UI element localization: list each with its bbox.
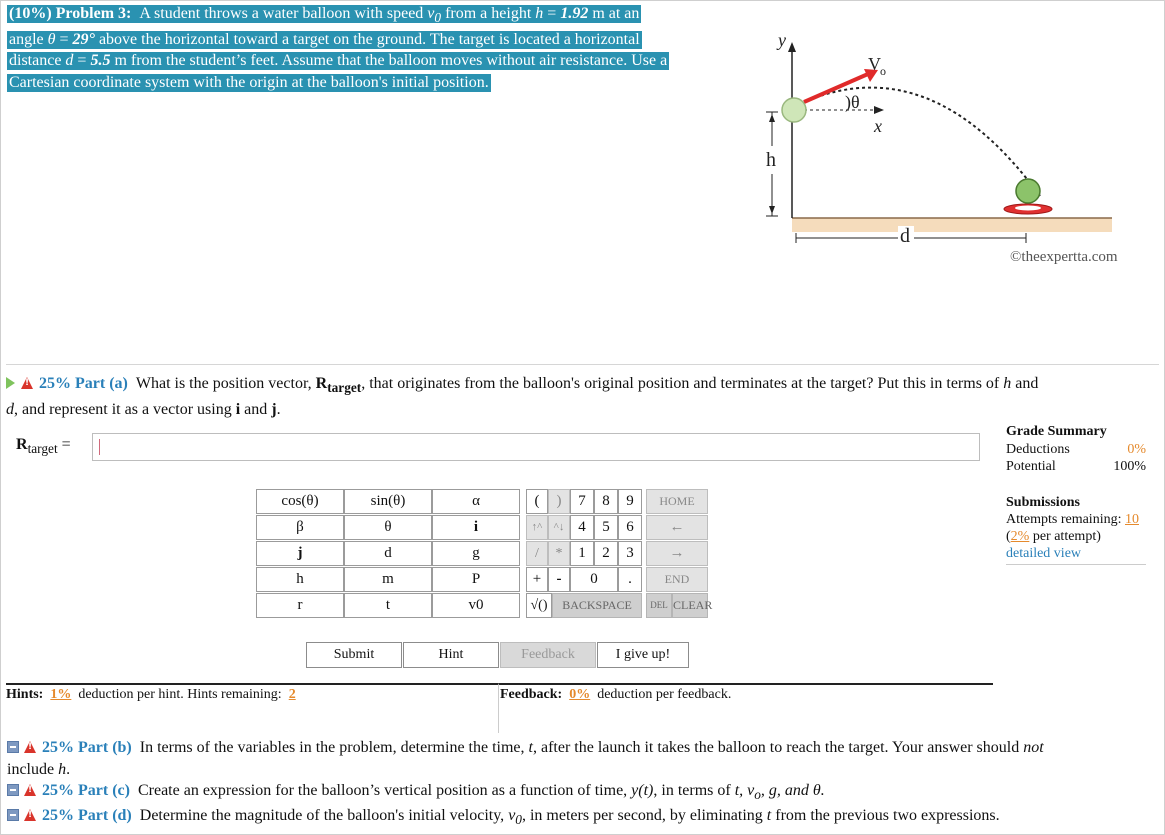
part-a-text-3: and (1015, 375, 1039, 392)
feedback-panel (499, 683, 993, 733)
hints-text: deduction per hint. Hints remaining: (78, 687, 282, 702)
key-6[interactable]: 6 (618, 515, 642, 540)
feedback-percent: 0% (569, 687, 591, 702)
key-t[interactable]: t (344, 593, 432, 618)
projectile-diagram (752, 28, 1157, 273)
key-v0[interactable]: v0 (432, 593, 520, 618)
v0-sub: 0 (515, 812, 522, 828)
key-superscript-up[interactable]: ↑^ (526, 515, 548, 540)
expand-arrow-icon[interactable] (6, 377, 15, 389)
key-sqrt[interactable]: √() (526, 593, 552, 618)
trajectory (804, 88, 1040, 196)
submissions (1006, 494, 1146, 565)
part-a-label[interactable]: Part (a) (75, 375, 128, 392)
key-alpha[interactable]: α (432, 489, 520, 514)
part-d-label[interactable]: Part (d) (78, 807, 132, 824)
hints-panel (6, 683, 499, 733)
warning-icon (24, 784, 36, 796)
part-a-text-1: What is the position vector, (135, 375, 312, 392)
j-var: j (271, 401, 277, 419)
part-d[interactable] (7, 805, 1157, 831)
t-var: t (766, 807, 772, 824)
answer-r-sub: target (27, 441, 58, 457)
balloon-initial (782, 98, 806, 122)
h-equals: = (543, 5, 561, 22)
yt-var: y(t) (631, 782, 654, 799)
vars: t, v (734, 782, 755, 799)
part-b-text-2: , after the launch it takes the balloon to reach the target. Your answer should (532, 739, 1020, 756)
theta-symbol: θ (47, 30, 56, 48)
paren-open: ( (1006, 529, 1011, 544)
key-g[interactable]: g (432, 541, 520, 566)
r-symbol: R (315, 375, 328, 392)
theta-equals: = (55, 30, 73, 48)
r-subscript: target (327, 380, 362, 396)
part-a-text-2: , that originates from the balloon's original position and terminates at the target? Put this in terms of (361, 375, 1000, 392)
part-a-question (6, 373, 1156, 421)
key-8[interactable]: 8 (594, 489, 618, 514)
attempts-value: 10 (1124, 512, 1139, 527)
problem-line-1 (7, 5, 641, 26)
h-var: h (58, 761, 67, 778)
h-var: h (1003, 375, 1012, 392)
problem-text-8: Cartesian coordinate system with the origin at the balloon's initial position. (9, 73, 489, 91)
d-value: 5.5 (90, 52, 111, 70)
problem-text-5: above the horizontal toward a target on the ground. The target is located a horizontal (98, 30, 640, 48)
key-9[interactable]: 9 (618, 489, 642, 514)
warning-icon (21, 377, 33, 389)
part-c-label[interactable]: Part (c) (78, 782, 130, 799)
problem-text-2: from a height (445, 5, 532, 22)
d-var: d (6, 401, 14, 419)
ground (792, 218, 1112, 232)
part-d-percent: 25% (42, 807, 74, 824)
part-c-text-1: Create an expression for the balloon’s vertical position as a function of time, (137, 782, 628, 799)
key-backspace[interactable]: BACKSPACE (552, 593, 642, 618)
feedback-label: Feedback: (500, 687, 563, 702)
answer-row (16, 433, 976, 463)
problem-text-3: m at an (592, 5, 640, 22)
key-home[interactable]: HOME (646, 489, 708, 514)
feedback-text: deduction per feedback. (597, 687, 732, 702)
collapse-icon[interactable] (7, 809, 19, 821)
key-0[interactable]: 0 (570, 567, 618, 592)
key-sin[interactable]: sin(θ) (344, 489, 432, 514)
v0-label-sub: o (880, 64, 886, 78)
h-symbol: h (535, 5, 544, 22)
hint-button[interactable]: Hint (403, 642, 499, 668)
problem-line-3 (7, 52, 669, 70)
part-d-text-2: , in meters per second, by eliminating (521, 807, 763, 824)
period: . (276, 401, 281, 419)
part-a-percent: 25% (39, 375, 71, 392)
key-beta[interactable]: β (256, 515, 344, 540)
key-divide[interactable]: / (526, 541, 548, 566)
hints-label: Hints: (6, 687, 44, 702)
part-d-text-1: Determine the magnitude of the balloon's initial velocity, (139, 807, 505, 824)
key-multiply[interactable]: * (548, 541, 570, 566)
y-axis-label: y (778, 30, 786, 50)
key-theta[interactable]: θ (344, 515, 432, 540)
problem-line-4 (7, 74, 491, 92)
key-2[interactable]: 2 (594, 541, 618, 566)
key-d[interactable]: d (344, 541, 432, 566)
key-m[interactable]: m (344, 567, 432, 592)
key-cos[interactable]: cos(θ) (256, 489, 344, 514)
x-axis-label: x (874, 116, 882, 136)
part-b-text-1: In terms of the variables in the problem, determine the time, (139, 739, 525, 756)
warning-icon (24, 741, 36, 753)
grade-summary (1006, 424, 1146, 475)
not-word: not (1023, 739, 1044, 756)
problem-line-2 (7, 31, 642, 49)
key-del[interactable]: DEL (646, 593, 672, 618)
period: . (66, 761, 71, 778)
d-equals: = (73, 52, 91, 70)
key-open-paren[interactable]: ( (526, 489, 548, 514)
deductions-label: Deductions (1006, 442, 1070, 457)
warning-icon (24, 809, 36, 821)
key-end[interactable]: END (646, 567, 708, 592)
potential-label: Potential (1006, 459, 1056, 474)
v0-subscript: 0 (434, 10, 442, 26)
key-r[interactable]: r (256, 593, 344, 618)
problem-text-1: A student throws a water balloon with speed (139, 5, 424, 22)
key-h[interactable]: h (256, 567, 344, 592)
problem-title: Problem 3: (55, 5, 132, 22)
i-var: i (235, 401, 241, 419)
part-c[interactable] (7, 780, 1157, 806)
copyright: ©theexpertta.com (1010, 249, 1118, 265)
part-b-percent: 25% (42, 739, 74, 756)
part-b-text-3: include (7, 761, 55, 778)
key-dot[interactable]: . (618, 567, 642, 592)
problem-text-4: angle (9, 30, 44, 48)
key-plus[interactable]: + (526, 567, 548, 592)
part-d-text-3: from the previous two expressions. (775, 807, 1000, 824)
per-attempt-pct: 2% (1010, 529, 1030, 544)
collapse-icon[interactable] (7, 784, 19, 796)
part-a (6, 364, 1159, 732)
vo-sub: o (754, 787, 761, 803)
hints-percent: 1% (50, 687, 72, 702)
d-label: d (900, 225, 910, 247)
feedback-button[interactable]: Feedback (500, 642, 596, 668)
theta-value: 29° (72, 30, 95, 48)
and-word: and (244, 401, 268, 419)
attempts-label: Attempts remaining: (1006, 512, 1122, 527)
problem-text-7: m from the student’s feet. Assume that the balloon moves without air resistance. Use a (114, 52, 668, 70)
h-value: 1.92 (560, 5, 589, 22)
deductions-value: 0% (1127, 442, 1146, 457)
v0-symbol: v (427, 5, 435, 22)
part-c-text-3: , g, and θ. (760, 782, 825, 799)
answer-input[interactable] (92, 433, 980, 461)
key-right-arrow[interactable]: → (646, 541, 708, 566)
key-p[interactable]: P (432, 567, 520, 592)
answer-equals: = (57, 436, 71, 453)
v0-label: V (868, 54, 881, 74)
part-b[interactable] (7, 737, 1157, 781)
key-5[interactable]: 5 (594, 515, 618, 540)
problem-statement (7, 3, 737, 93)
per-attempt-text: per attempt) (1032, 529, 1101, 544)
potential-value: 100% (1113, 459, 1146, 474)
part-c-text-2: , in terms of (653, 782, 731, 799)
key-7[interactable]: 7 (570, 489, 594, 514)
key-superscript-down[interactable]: ^↓ (548, 515, 570, 540)
submit-button[interactable]: Submit (306, 642, 402, 668)
problem-text-6: distance (9, 52, 62, 70)
answer-r: R (16, 436, 28, 453)
grade-title: Grade Summary (1006, 424, 1107, 439)
give-up-button[interactable]: I give up! (597, 642, 689, 668)
key-1[interactable]: 1 (570, 541, 594, 566)
key-i[interactable]: i (432, 515, 520, 540)
answer-label (16, 436, 71, 457)
detailed-view-link[interactable]: detailed view (1006, 546, 1082, 561)
part-b-label[interactable]: Part (b) (78, 739, 132, 756)
d-symbol: d (65, 52, 74, 70)
key-4[interactable]: 4 (570, 515, 594, 540)
part-c-percent: 25% (42, 782, 74, 799)
v-var: v (508, 807, 516, 824)
key-j[interactable]: j (256, 541, 344, 566)
hints-remaining: 2 (288, 687, 296, 702)
balloon-target (1016, 179, 1040, 203)
h-label: h (766, 149, 776, 171)
problem-weight: (10%) (9, 5, 52, 22)
theta-label: )θ (845, 92, 860, 112)
submissions-title: Submissions (1006, 495, 1080, 510)
collapse-icon[interactable] (7, 741, 19, 753)
part-a-text-4: , and represent it as a vector using (14, 401, 232, 419)
key-3[interactable]: 3 (618, 541, 642, 566)
key-clear[interactable]: CLEAR (672, 593, 708, 618)
key-close-paren[interactable]: ) (548, 489, 570, 514)
key-left-arrow[interactable]: ← (646, 515, 708, 540)
t-var: t (528, 739, 533, 756)
key-minus[interactable]: - (548, 567, 570, 592)
